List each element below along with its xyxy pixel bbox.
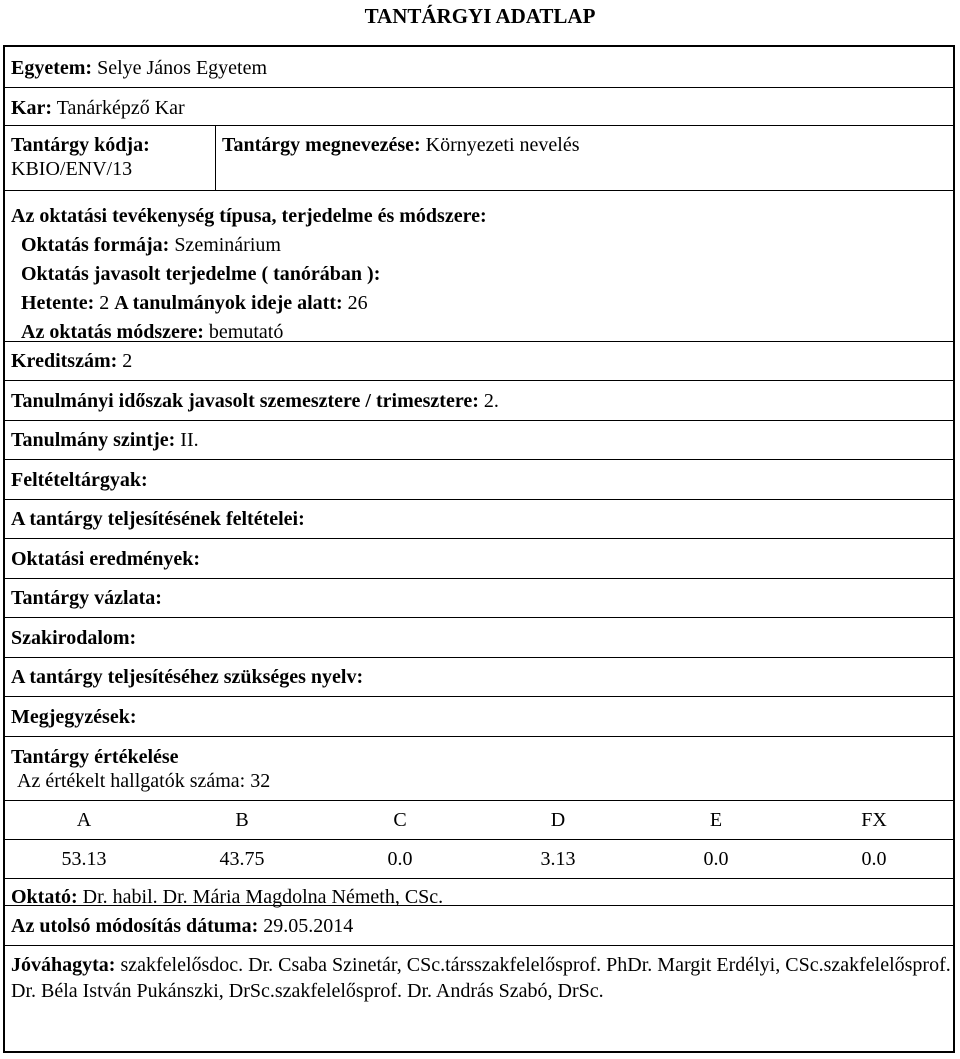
faculty-label: Kar:: [11, 97, 53, 119]
prerequisites-row: [5, 460, 953, 500]
faculty-value: Tanárképző Kar: [56, 97, 185, 119]
total-label: A tanulmányok ideje alatt:: [114, 292, 343, 314]
course-code-cell: [5, 126, 216, 190]
course-code-value: KBIO/ENV/13: [11, 158, 133, 181]
lecturer-label: Oktató:: [11, 885, 78, 908]
evaluation-heading: Tantárgy értékelése: [11, 746, 179, 768]
modified-value: 29.05.2014: [263, 915, 354, 937]
course-name-label: Tantárgy megnevezése:: [222, 134, 421, 156]
language-label: A tantárgy teljesítéséhez szükséges nyelv:: [11, 666, 364, 688]
outline-row: [5, 579, 953, 618]
grade-value: 3.13: [479, 839, 637, 878]
grades-value-row: [5, 839, 953, 878]
students-count: [11, 769, 953, 793]
prerequisites-label: Feltételtárgyak:: [11, 469, 148, 491]
approved-label: Jóváhagyta:: [11, 954, 116, 976]
grade-value: 0.0: [637, 839, 795, 878]
total-value: 26: [347, 292, 368, 314]
grade-header: C: [321, 800, 479, 839]
lecturer-value: Dr. habil. Dr. Mária Magdolna Németh, CSc.: [82, 885, 444, 908]
grade-header: A: [5, 800, 163, 839]
modified-label: Az utolsó módosítás dátuma:: [11, 915, 259, 937]
level-row: [5, 421, 953, 460]
notes-label: Megjegyzések:: [11, 706, 137, 728]
approved-value: szakfelelősdoc. Dr. Csaba Szinetár, CSc.társszakfelelősprof. PhDr. Margit Erdélyi, CSc.szakfelelősprof. Dr. Béla István Pukánszki, DrSc.szakfelelősprof. Dr. András Szabó, DrSc.: [11, 954, 951, 1002]
grade-value: 0.0: [321, 839, 479, 878]
notes-row: [5, 697, 953, 737]
students-value: 32: [250, 770, 271, 793]
literature-label: Szakirodalom:: [11, 627, 137, 649]
faculty-row: [5, 88, 953, 126]
scope-label: Oktatás javasolt terjedelme ( tanórában ):: [21, 263, 381, 285]
semester-label: Tanulmányi időszak javasolt szemesztere / trimesztere:: [11, 390, 479, 412]
level-label: Tanulmány szintje:: [11, 429, 176, 451]
conditions-label: A tantárgy teljesítésének feltételei:: [11, 508, 305, 530]
students-label: Az értékelt hallgatók száma:: [17, 770, 246, 793]
course-name-value: Környezeti nevelés: [425, 134, 580, 156]
course-name-cell: [216, 126, 579, 190]
form-label: Oktatás formája:: [21, 234, 170, 256]
activity-heading: Az oktatási tevékenység típusa, terjedelme és módszere:: [11, 205, 487, 227]
grade-value: 43.75: [163, 839, 321, 878]
weekly-value: 2: [99, 292, 110, 314]
university-value: Selye János Egyetem: [97, 57, 268, 79]
outcomes-row: [5, 539, 953, 579]
weekly-label: Hetente:: [21, 292, 95, 314]
method-label: Az oktatás módszere:: [21, 321, 204, 343]
modified-row: [5, 906, 953, 946]
course-id-row: [5, 126, 953, 191]
evaluation-row: [5, 737, 953, 906]
grade-value: 0.0: [795, 839, 953, 878]
grade-header: B: [163, 800, 321, 839]
form-value: Szeminárium: [174, 234, 281, 256]
course-code-label: Tantárgy kódja:: [11, 134, 150, 156]
literature-row: [5, 618, 953, 658]
course-datasheet: [3, 45, 955, 1053]
conditions-row: [5, 500, 953, 539]
semester-row: [5, 381, 953, 421]
outline-label: Tantárgy vázlata:: [11, 587, 162, 609]
approval-row: [5, 946, 953, 1022]
university-label: Egyetem:: [11, 57, 93, 79]
credits-row: [5, 342, 953, 381]
language-row: [5, 658, 953, 697]
university-row: [5, 47, 953, 88]
credits-value: 2: [122, 350, 133, 372]
grade-value: 53.13: [5, 839, 163, 878]
semester-value: 2.: [483, 390, 499, 412]
grades-header-row: [5, 800, 953, 839]
grade-header: D: [479, 800, 637, 839]
document-title: TANTÁRGYI ADATLAP: [364, 4, 596, 28]
level-value: II.: [180, 429, 199, 451]
grades-table: [5, 800, 953, 879]
activity-row: [5, 191, 953, 342]
grade-header: E: [637, 800, 795, 839]
outcomes-label: Oktatási eredmények:: [11, 548, 201, 570]
method-value: bemutató: [208, 321, 284, 343]
lecturer-line: [11, 879, 953, 909]
grade-header: FX: [795, 800, 953, 839]
credits-label: Kreditszám:: [11, 350, 118, 372]
